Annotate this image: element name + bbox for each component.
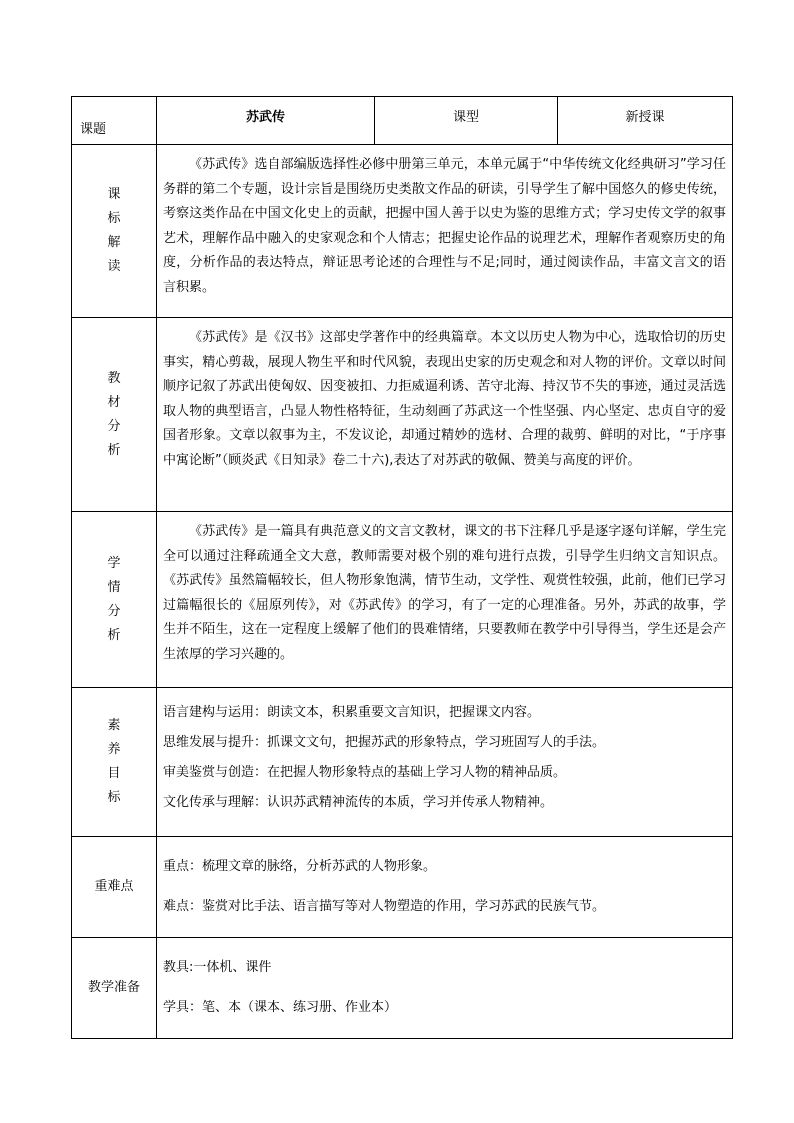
- key-points-row: [72, 837, 733, 938]
- curriculum-paragraph: 《苏武传》选自部编版选择性必修中册第三单元，本单元属于“中华传统文化经典研习”学习任务群的第二个专题，设计宗旨是围绕历史类散文作品的研读，引导学生了解中国悠久的修史传统，考察这类作品在中国文化史上的贡献，把握中国人善于以史为鉴的思维方式；学习史传文学的叙事艺术，理解作品中融入的史家观念和个人情志；把握史论作品的说理艺术，理解作者观察历史的角度，分析作品的表达特点，辩证思考论述的合理性与不足;同时，通过阅读作品，丰富文言文的语言积累。: [163, 157, 726, 295]
- textbook-paragraph: 《苏武传》是《汉书》这部史学著作中的经典篇章。本文以历史人物为中心，选取恰切的历史事实，精心剪裁，展现人物生平和时代风貌，表现出史家的历史观念和对人物的评价。文章以时间顺序记叙了苏武出使匈奴、因变被扣、力拒威逼利诱、苦守北海、持汉节不失的事迹，通过灵活选取人物的典型语言，凸显人物性格特征，生动刻画了苏武这一个性坚强、内心坚定、忠贞自守的爱国者形象。文章以叙事为主，不发议论，却通过精妙的选材、合理的裁剪、鲜明的对比，“于序事中寓论断”（顾炎武《日知录》卷二十六),表达了对苏武的敬佩、赞美与高度的评价。: [163, 330, 726, 468]
- learners-label: 学 情 分 析: [72, 512, 157, 688]
- literacy-goal-aesthetics: 审美鉴赏与创造：在把握人物形象特点的基础上学习人物的精神品质。: [163, 765, 567, 780]
- literacy-row: [72, 688, 733, 837]
- course-type-value: 新授课: [558, 97, 733, 145]
- textbook-row: [72, 318, 733, 512]
- header-row: [72, 97, 733, 145]
- textbook-content: [157, 318, 733, 512]
- course-label: 课题: [72, 97, 157, 145]
- curriculum-row: [72, 145, 733, 318]
- lesson-plan-table: [71, 96, 733, 1039]
- key-points-label: 重难点: [72, 837, 157, 938]
- course-type-label: 课型: [375, 97, 558, 145]
- literacy-goal-language: 语言建构与运用：朗读文本，积累重要文言知识，把握课文内容。: [163, 705, 541, 720]
- curriculum-content: [157, 145, 733, 318]
- learning-tools: 学具：笔、本（课本、练习册、作业本）: [163, 1000, 398, 1015]
- textbook-label: 教 材 分 析: [72, 318, 157, 512]
- learners-content: [157, 512, 733, 688]
- preparation-content: [157, 938, 733, 1039]
- curriculum-label: 课 标 解 读: [72, 145, 157, 318]
- literacy-goal-culture: 文化传承与理解：认识苏武精神流传的本质，学习并传承人物精神。: [163, 795, 554, 810]
- learners-row: [72, 512, 733, 688]
- literacy-label: 素 养 目 标: [72, 688, 157, 837]
- course-title: 苏武传: [157, 97, 375, 145]
- literacy-goal-thinking: 思维发展与提升：抓课文文句，把握苏武的形象特点，学习班固写人的手法。: [163, 735, 606, 750]
- key-point: 重点：梳理文章的脉络，分析苏武的人物形象。: [163, 859, 437, 874]
- teaching-aids: 教具:一体机、课件: [163, 960, 272, 975]
- learners-paragraph: 《苏武传》是一篇具有典范意义的文言文教材，课文的书下注释几乎是逐字逐句详解，学生完全可以通过注释疏通全文大意，教师需要对极个别的难句进行点拨，引导学生归纳文言知识点。《苏武传》虽然篇幅较长，但人物形象饱满，情节生动，文学性、观赏性较强，此前，他们已学习过篇幅很长的《屈原列传》，对《苏武传》的学习，有了一定的心理准备。另外，苏武的故事，学生并不陌生，这在一定程度上缓解了他们的畏难情绪，只要教师在教学中引导得当，学生还是会产生浓厚的学习兴趣的。: [163, 524, 726, 662]
- preparation-label: 教学准备: [72, 938, 157, 1039]
- literacy-content: [157, 688, 733, 837]
- difficult-point: 难点：鉴赏对比手法、语言描写等对人物塑造的作用，学习苏武的民族气节。: [163, 899, 606, 914]
- key-points-content: [157, 837, 733, 938]
- preparation-row: [72, 938, 733, 1039]
